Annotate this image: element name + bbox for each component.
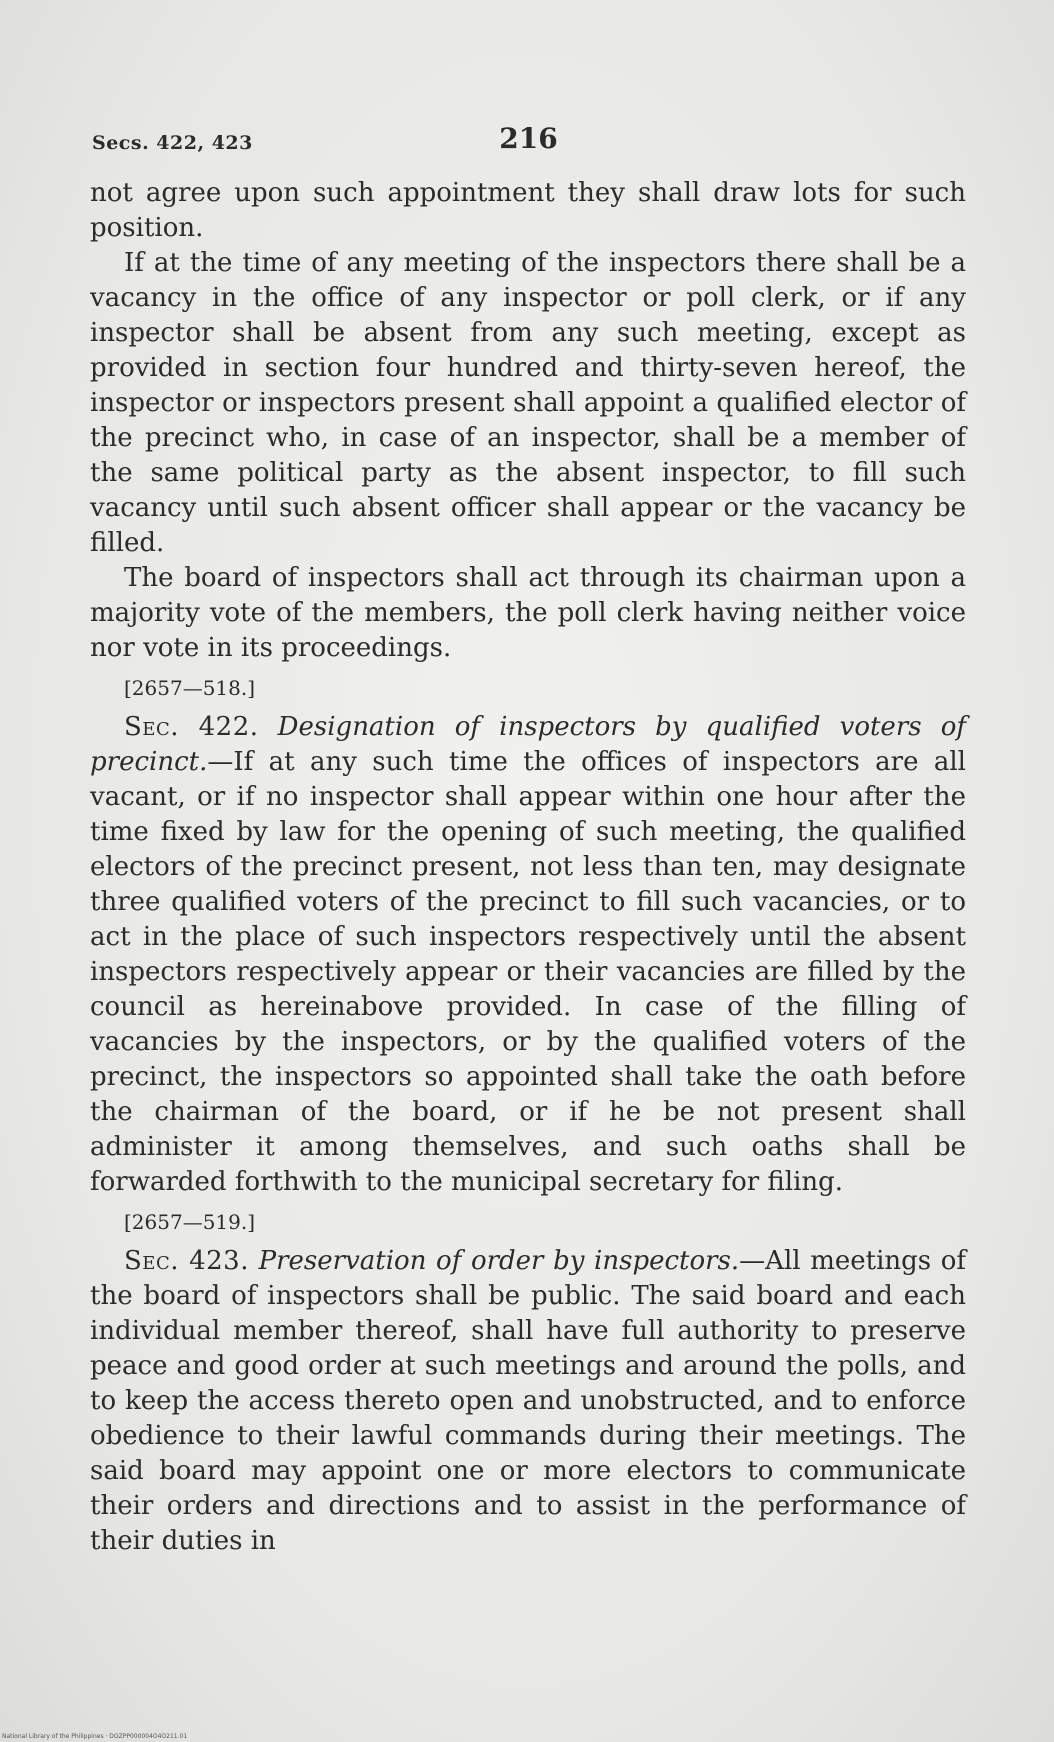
page-header: [92, 122, 965, 162]
section-reference: [2657—519.]: [124, 1210, 256, 1234]
scan-credit: National Library of the Philippines · DOZPP000004O4O211.01: [2, 1733, 188, 1740]
section-label: Sec. 423.: [124, 1246, 249, 1276]
running-head-sections: Secs. 422, 423: [92, 132, 253, 154]
section-title: Preservation of order by inspectors.: [258, 1246, 740, 1276]
paragraph-board-action: The board of inspectors shall act through its chairman upon a majority vote of the members, the poll clerk having neither voice nor vote in its proceedings.: [90, 563, 966, 663]
body-text: [90, 176, 966, 1559]
section-title: Designation of inspectors by qualified voters of precinct.: [90, 712, 966, 777]
section-text: —If at any such time the offices of inspectors are all vacant, or if no inspector shall appear within one hour after the time fixed by law for the opening of such meeting, the qualified electors of the precinct present, not less than ten, may designate three qualified voters of the precinct to fill such vacancies, or to act in the place of such inspectors respectively until the absent inspectors respectively appear or their vacancies are filled by the council as hereinabove provided. In case of the filling of vacancies by the inspectors, or by the qualified voters of the precinct, the inspectors so appointed shall take the oath before the chairman of the board, or if he be not present shall administer it among themselves, and such oaths shall be forwarded forthwith to the municipal secretary for filing.: [90, 747, 966, 1197]
section-text: —All meetings of the board of inspectors shall be public. The said board and each individual member thereof, shall have full authority to preserve peace and good order at such meetings and around the polls, and to keep the access thereto open and unobstructed, and to enforce obedience to their lawful commands during their meetings. The said board may appoint one or more electors to communicate their orders and directions and to assist in the performance of their duties in: [90, 1246, 966, 1556]
section-423: [90, 1244, 966, 1559]
section-422: [90, 710, 966, 1200]
section-reference: [2657—518.]: [124, 676, 256, 700]
paragraph-continued: not agree upon such appointment they shall draw lots for such position.: [90, 178, 966, 243]
section-label: Sec. 422.: [124, 712, 259, 742]
paragraph-vacancy: If at the time of any meeting of the inspectors there shall be a vacancy in the office of any inspector or poll clerk, or if any inspector shall be absent from any such meeting, except as provided in section four hundred and thirty-seven hereof, the inspector or inspectors present shall appoint a qualified elector of the precinct who, in case of an inspector, shall be a member of the same political party as the absent inspector, to fill such vacancy until such absent officer shall appear or the vacancy be filled.: [90, 248, 966, 558]
page-number: 216: [499, 122, 558, 155]
